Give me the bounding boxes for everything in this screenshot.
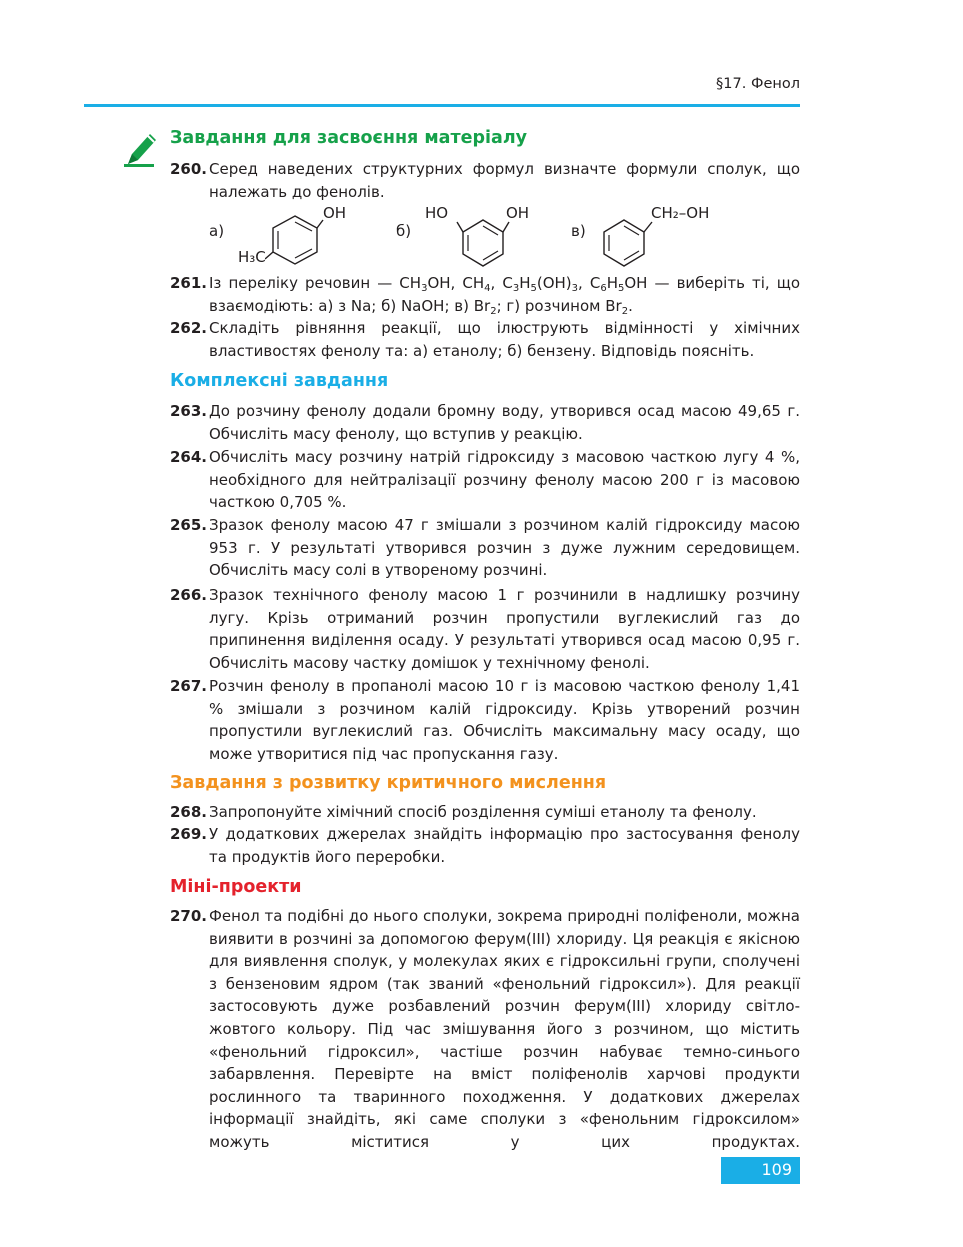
heading-mini-projects: Міні-проекти: [170, 877, 302, 897]
formula-a-methyl: H₃C: [238, 248, 266, 266]
benzene-ring-a: [265, 212, 325, 270]
benzene-ring-v: [598, 212, 658, 270]
task-270: [170, 905, 800, 1154]
formula-v-group: CH₂–OH: [651, 204, 710, 222]
pencil-icon: [122, 130, 160, 170]
formula-a-oh: OH: [323, 204, 347, 222]
formula-label-a: а): [209, 222, 225, 240]
task-number: 267.: [170, 677, 208, 695]
formula-label-v: в): [571, 222, 586, 240]
running-header: §17. Фенол: [716, 76, 800, 92]
task-text: Зразок фенолу масою 47 г змішали з розчином калій гідроксиду масою 953 г. У результаті утворився розчин з дуже лужним середовищем. Обчисліть масу солі в утвореному розчині.: [209, 516, 800, 580]
task-text: Обчисліть масу розчину натрій гідроксиду з масовою часткою лугу 4 %, необхідного для нейтралізації розчину фенолу масою 200 г із масовою часткою 0,705 %.: [209, 448, 800, 512]
task-text: Серед наведених структурних формул визначте формули сполук, що належать до фенолів.: [209, 160, 800, 201]
task-number: 264.: [170, 448, 208, 466]
formula-label-b: б): [396, 222, 412, 240]
task-269: [170, 823, 800, 868]
task-text: У додаткових джерелах знайдіть інформацію про застосування фенолу та продуктів його переробки.: [209, 825, 800, 866]
task-265: [170, 514, 800, 582]
task-260: [170, 158, 800, 203]
task-text: До розчину фенолу додали бромну воду, утворився осад масою 49,65 г. Обчисліть масу фенолу, що вступив у реакцію.: [209, 402, 800, 443]
task-266: [170, 584, 800, 674]
task-263: [170, 400, 800, 445]
task-267: [170, 675, 800, 765]
task-264: [170, 446, 800, 514]
task-text: Запропонуйте хімічний спосіб розділення суміші етанолу та фенолу.: [209, 803, 757, 821]
task-number: 265.: [170, 516, 208, 534]
header-rule: [84, 104, 800, 107]
task-number: 263.: [170, 402, 208, 420]
task-text: Із переліку речовин — $CH_3OH$, $CH_4$, $C_3H_5(OH)_3$, $C_6H_5OH$ — виберіть ті, що взаємодіють: а) з Na; б) NaOH; в) $Br_2$; г) розчином $Br_2$.: [209, 274, 801, 317]
task-number: 261.: [170, 274, 208, 292]
task-number: 270.: [170, 907, 208, 925]
heading-critical-thinking: Завдання з розвитку критичного мислення: [170, 773, 607, 793]
task-number: 266.: [170, 586, 208, 604]
heading-complex-tasks: Комплексні завдання: [170, 371, 389, 391]
task-number: 269.: [170, 825, 208, 843]
page-number: 109: [761, 1160, 792, 1179]
task-text: Зразок технічного фенолу масою 1 г розчинили в надлишку розчину лугу. Крізь отриманий розчин пропустили вуглекислий газ до припинення виділення осаду. У результаті утворився осад масою 0,95 г. Обчисліть масову частку домішок у технічному фенолі.: [209, 586, 800, 672]
task-268: [170, 801, 800, 824]
task-text: Розчин фенолу в пропанолі масою 10 г із масовою часткою фенолу 1,41 % змішали з розчином калій гідроксиду. Крізь утворений розчин пропустили вуглекислий газ. Обчисліть максимальну масу осаду, що може утворитися під час пропускання газу.: [209, 677, 800, 763]
benzene-ring-b: [452, 212, 514, 270]
heading-assimilation-tasks: Завдання для засвоєння матеріалу: [170, 128, 528, 148]
task-number: 268.: [170, 803, 208, 821]
task-262: [170, 317, 800, 362]
page-number-box: [721, 1157, 800, 1184]
task-261: [170, 272, 800, 317]
task-text: Фенол та подібні до нього сполуки, зокрема природні поліфеноли, можна виявити в розчині за допомогою ферум(ІІІ) хлориду. Ця реакція є якісною для виявлення сполук, у молекулах яких є гідроксильні групи, сполучені з бензеновим ядром (так званий «фенольний гідроксил»). Для реакції застосовують дуже розбавлений розчин ферум(ІІІ) хлориду світло-жовтого кольору. Під час змішування його з розчином, що містить «фенольний гідроксил», частіше розчин набуває темно-синього забарвлення. Перевірте на вміст поліфенолів харчові продукти рослинного та тваринного походження. У додаткових джерелах інформації знайдіть, які саме сполуки з «фенольним гідроксилом» можуть міститися у цих продуктах.: [209, 907, 800, 1151]
task-number: 260.: [170, 160, 208, 178]
formula-b-oh: OH: [506, 204, 530, 222]
formula-b-ho: HO: [425, 204, 449, 222]
task-text: Складіть рівняння реакції, що ілюструють відмінності у хімічних властивостях фенолу та: а) етанолу; б) бензену. Відповідь поясніть.: [209, 319, 800, 360]
task-number: 262.: [170, 319, 208, 337]
